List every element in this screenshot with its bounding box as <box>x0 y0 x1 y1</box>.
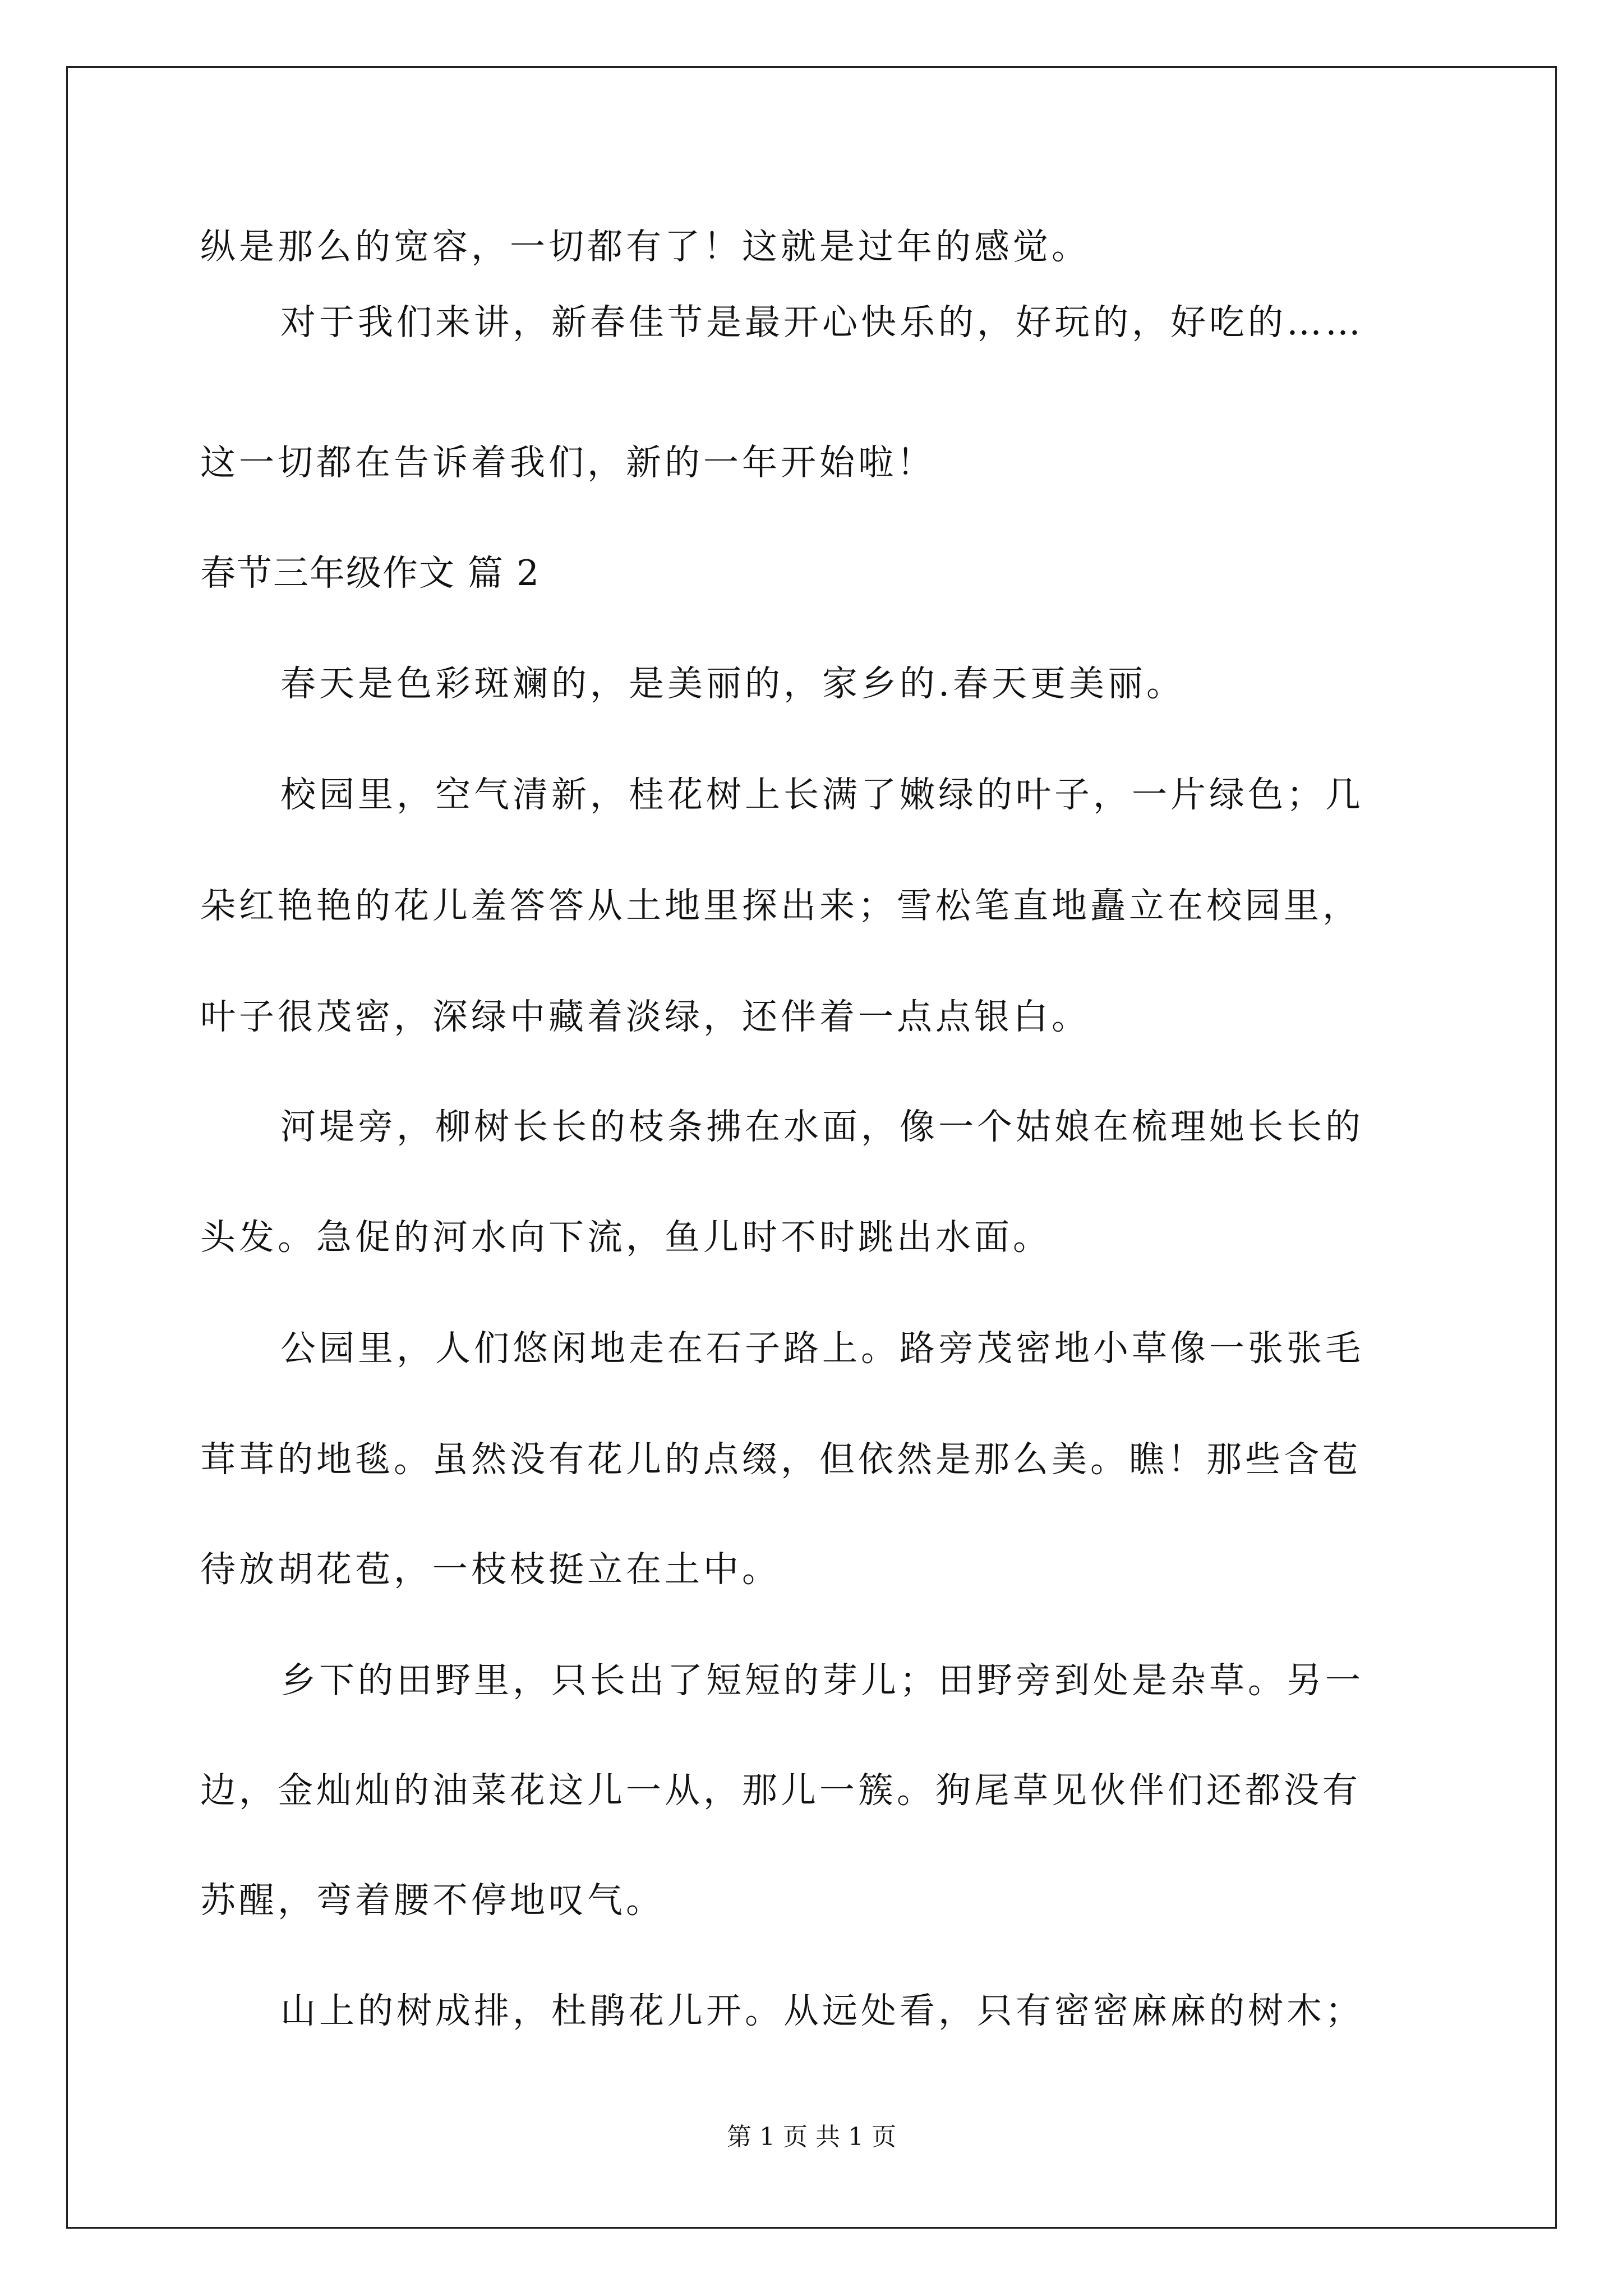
text-line: 朵红艳艳的花儿羞答答从土地里探出来；雪松笔直地矗立在校园里， <box>200 885 1361 926</box>
paragraph-first-line: 山上的树成排，杜鹃花儿开。从远处看，只有密密麻麻的树木； <box>280 1990 1364 2031</box>
paragraph-first-line: 乡下的田野里，只长出了短短的芽儿；田野旁到处是杂草。另一 <box>280 1660 1364 1701</box>
text-line: 头发。急促的河水向下流，鱼儿时不时跳出水面。 <box>200 1217 1052 1258</box>
paragraph-first-line: 公园里，人们悠闲地走在石子路上。路旁茂密地小草像一张张毛 <box>280 1328 1364 1369</box>
text-line: 边，金灿灿的油菜花这儿一从，那儿一簇。狗尾草见伙伴们还都没有 <box>200 1770 1361 1811</box>
text-line: 待放胡花苞，一枝枝挺立在土中。 <box>200 1549 781 1590</box>
paragraph-first-line: 河堤旁，柳树长长的枝条拂在水面，像一个姑娘在梳理她长长的 <box>280 1106 1364 1147</box>
text-line: 茸茸的地毯。虽然没有花儿的点缀，但依然是那么美。瞧！那些含苞 <box>200 1439 1361 1480</box>
text-line: 苏醒，弯着腰不停地叹气。 <box>200 1880 665 1921</box>
page-footer: 第 1 页 共 1 页 <box>727 2123 896 2151</box>
section-heading: 春节三年级作文 篇 2 <box>200 553 541 593</box>
text-line: 这一切都在告诉着我们，新的一年开始啦！ <box>200 442 935 483</box>
text-line: 叶子很茂密，深绿中藏着淡绿，还伴着一点点银白。 <box>200 996 1090 1037</box>
paragraph-first-line: 春天是色彩斑斓的，是美丽的，家乡的.春天更美丽。 <box>280 663 1186 704</box>
paragraph-first-line: 校园里，空气清新，桂花树上长满了嫩绿的叶子，一片绿色；几 <box>280 774 1364 815</box>
paragraph-first-line: 对于我们来讲，新春佳节是最开心快乐的，好玩的，好吃的…… <box>280 302 1364 343</box>
text-line: 纵是那么的宽容，一切都有了！这就是过年的感觉。 <box>200 226 1090 267</box>
